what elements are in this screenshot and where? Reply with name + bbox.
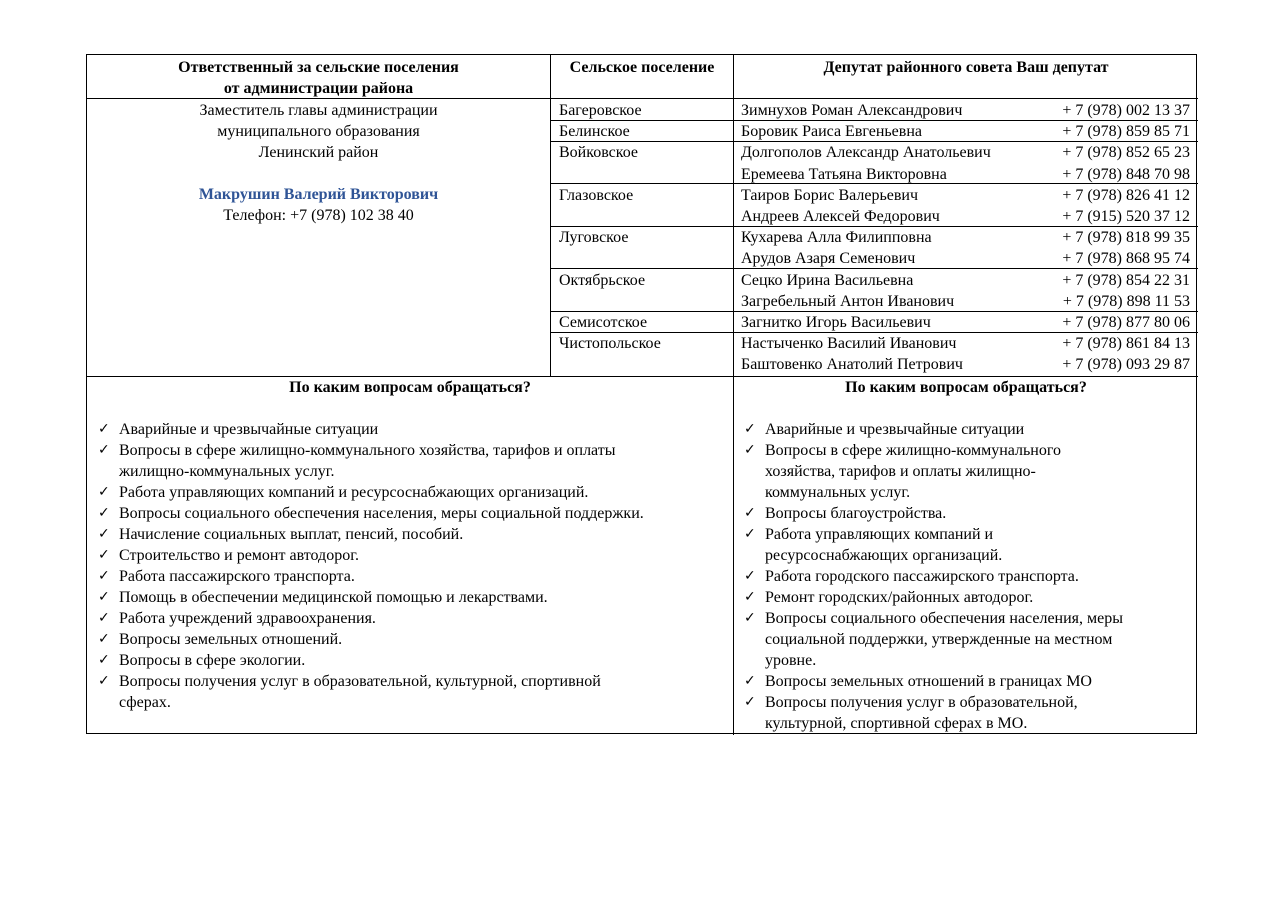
settlement-name: Войковское xyxy=(559,144,639,162)
question-item-line: коммунальных услуг. xyxy=(765,484,911,501)
questions-left-list xyxy=(98,419,730,713)
deputy-phone: + 7 (978) 093 29 87 xyxy=(1062,356,1190,374)
check-icon: ✓ xyxy=(98,547,110,563)
question-item-line: Помощь в обеспечении медицинской помощью и лекарствами. xyxy=(119,589,548,606)
settlement-name: Чистопольское xyxy=(559,335,661,353)
check-icon: ✓ xyxy=(98,421,110,437)
deputy-phone: + 7 (978) 877 80 06 xyxy=(1062,314,1190,331)
deputy-name: Зимнухов Роман Александрович xyxy=(741,102,963,119)
deputy-name: Загребельный Антон Иванович xyxy=(741,292,955,310)
question-item-line: Вопросы социального обеспечения населения, меры xyxy=(765,610,1123,627)
check-icon: ✓ xyxy=(98,526,110,542)
deputy-name: Арудов Азаря Семенович xyxy=(741,250,916,268)
question-item-line: уровне. xyxy=(765,652,817,669)
question-item-line: Вопросы в сфере жилищно-коммунального хозяйства, тарифов и оплаты xyxy=(119,442,616,459)
header-responsible xyxy=(87,57,550,99)
check-icon: ✓ xyxy=(744,421,756,437)
question-item-line: Работа городского пассажирского транспорта. xyxy=(765,568,1079,585)
deputy-name: Андреев Алексей Федорович xyxy=(741,208,940,225)
question-item xyxy=(744,503,1194,524)
question-item xyxy=(744,524,1194,566)
question-item xyxy=(744,692,1194,734)
check-icon: ✓ xyxy=(744,694,756,710)
question-item xyxy=(98,503,730,524)
question-item xyxy=(744,440,1194,503)
deputy-name: Боровик Раиса Евгеньевна xyxy=(741,123,922,141)
deputy-name: Загнитко Игорь Васильевич xyxy=(741,314,931,331)
check-icon: ✓ xyxy=(744,568,756,584)
responsible-cell xyxy=(87,99,550,376)
deputy-phone: + 7 (978) 826 41 12 xyxy=(1062,186,1190,204)
deputy-name: Баштовенко Анатолий Петрович xyxy=(741,356,963,374)
responsible-name: Макрушин Валерий Викторович xyxy=(198,186,439,203)
check-icon: ✓ xyxy=(744,505,756,521)
header-responsible-line1: Ответственный за сельские поселения xyxy=(178,59,459,76)
settlement-rows xyxy=(551,99,1198,376)
responsible-position-line3: Ленинский район xyxy=(258,144,379,161)
question-item xyxy=(98,419,730,440)
check-icon: ✓ xyxy=(98,568,110,584)
deputy-phone: + 7 (978) 861 84 13 xyxy=(1062,335,1190,353)
question-item-line: Строительство и ремонт автодорог. xyxy=(119,547,359,564)
deputy-name: Настыченко Василий Иванович xyxy=(741,335,957,353)
question-item xyxy=(98,440,730,482)
settlement-name: Луговское xyxy=(559,229,629,247)
questions-right-list xyxy=(744,419,1194,734)
question-item xyxy=(744,671,1194,692)
question-item-line: хозяйства, тарифов и оплаты жилищно- xyxy=(765,463,1036,480)
question-item-line: Вопросы социального обеспечения населения, меры социальной поддержки. xyxy=(119,505,644,522)
deputy-phone: + 7 (978) 818 99 35 xyxy=(1062,229,1190,247)
question-item-line: Аварийные и чрезвычайные ситуации xyxy=(119,421,379,438)
question-item-line: сферах. xyxy=(119,694,171,711)
question-item-line: культурной, спортивной сферах в МО. xyxy=(765,715,1028,732)
contacts-table xyxy=(86,54,1197,734)
header-settlement: Сельское поселение xyxy=(569,59,715,76)
question-item-line: Начисление социальных выплат, пенсий, пособий. xyxy=(119,526,464,543)
question-item xyxy=(98,650,730,671)
deputy-phone: + 7 (978) 898 11 53 xyxy=(1062,292,1190,310)
check-icon: ✓ xyxy=(98,505,110,521)
question-item xyxy=(98,671,730,713)
question-item-line: социальной поддержки, утвержденные на местном xyxy=(765,631,1113,648)
check-icon: ✓ xyxy=(744,442,756,458)
settlement-name: Багеровское xyxy=(559,102,642,119)
deputy-phone: + 7 (978) 852 65 23 xyxy=(1062,144,1190,162)
question-item xyxy=(98,482,730,503)
question-item xyxy=(744,608,1194,671)
check-icon: ✓ xyxy=(98,610,110,626)
question-item-line: ресурсоснабжающих организаций. xyxy=(765,547,1003,564)
question-item xyxy=(744,587,1194,608)
check-icon: ✓ xyxy=(98,631,110,647)
check-icon: ✓ xyxy=(98,442,110,458)
question-item-line: Вопросы получения услуг в образовательной, культурной, спортивной xyxy=(119,673,601,690)
settlement-name: Семисотское xyxy=(559,314,648,331)
questions-left-title: По каким вопросам обращаться? xyxy=(289,379,531,396)
check-icon: ✓ xyxy=(744,673,756,689)
header-responsible-line2: от администрации района xyxy=(223,80,414,97)
question-item xyxy=(98,566,730,587)
question-item xyxy=(98,545,730,566)
settlement-name: Октябрьское xyxy=(559,271,646,289)
question-item xyxy=(98,524,730,545)
deputy-phone: + 7 (978) 859 85 71 xyxy=(1062,123,1190,141)
question-item-line: Работа учреждений здравоохранения. xyxy=(119,610,376,627)
check-icon: ✓ xyxy=(744,610,756,626)
responsible-phone: Телефон: +7 (978) 102 38 40 xyxy=(223,207,414,224)
responsible-position-line1: Заместитель главы администрации xyxy=(199,102,438,119)
question-item xyxy=(744,566,1194,587)
header-deputy: Депутат районного совета Ваш депутат xyxy=(823,59,1109,76)
question-item-line: Вопросы земельных отношений в границах МО xyxy=(765,673,1092,690)
deputy-phone: + 7 (978) 848 70 98 xyxy=(1062,165,1190,183)
deputy-name: Кухарева Алла Филипповна xyxy=(741,229,932,247)
check-icon: ✓ xyxy=(98,652,110,668)
question-item-line: Вопросы получения услуг в образовательной, xyxy=(765,694,1078,711)
question-item-line: Вопросы земельных отношений. xyxy=(119,631,343,648)
question-item-line: Работа управляющих компаний и xyxy=(765,526,994,543)
question-item xyxy=(744,419,1194,440)
deputy-name: Долгополов Александр Анатольевич xyxy=(741,144,991,162)
question-item-line: жилищно-коммунальных услуг. xyxy=(119,463,335,480)
question-item-line: Работа пассажирского транспорта. xyxy=(119,568,355,585)
deputy-phone: + 7 (978) 002 13 37 xyxy=(1062,102,1190,119)
check-icon: ✓ xyxy=(98,484,110,500)
check-icon: ✓ xyxy=(98,673,110,689)
check-icon: ✓ xyxy=(98,589,110,605)
settlement-name: Глазовское xyxy=(559,186,634,204)
question-item xyxy=(98,629,730,650)
deputy-name: Таиров Борис Валерьевич xyxy=(741,186,919,204)
check-icon: ✓ xyxy=(744,526,756,542)
question-item-line: Работа управляющих компаний и ресурсоснабжающих организаций. xyxy=(119,484,589,501)
check-icon: ✓ xyxy=(744,589,756,605)
deputy-phone: + 7 (915) 520 37 12 xyxy=(1062,208,1190,225)
question-item xyxy=(98,587,730,608)
deputy-name: Еремеева Татьяна Викторовна xyxy=(741,165,947,183)
question-item-line: Вопросы в сфере экологии. xyxy=(119,652,306,669)
deputy-phone: + 7 (978) 854 22 31 xyxy=(1062,271,1190,289)
question-item-line: Вопросы в сфере жилищно-коммунального xyxy=(765,442,1061,459)
settlement-name: Белинское xyxy=(559,123,630,141)
questions-right-title: По каким вопросам обращаться? xyxy=(845,379,1087,396)
responsible-position-line2: муниципального образования xyxy=(217,123,420,140)
question-item-line: Аварийные и чрезвычайные ситуации xyxy=(765,421,1025,438)
deputy-phone: + 7 (978) 868 95 74 xyxy=(1062,250,1190,268)
deputy-name: Сецко Ирина Васильевна xyxy=(741,271,914,289)
question-item-line: Вопросы благоустройства. xyxy=(765,505,947,522)
question-item xyxy=(98,608,730,629)
question-item-line: Ремонт городских/районных автодорог. xyxy=(765,589,1034,606)
